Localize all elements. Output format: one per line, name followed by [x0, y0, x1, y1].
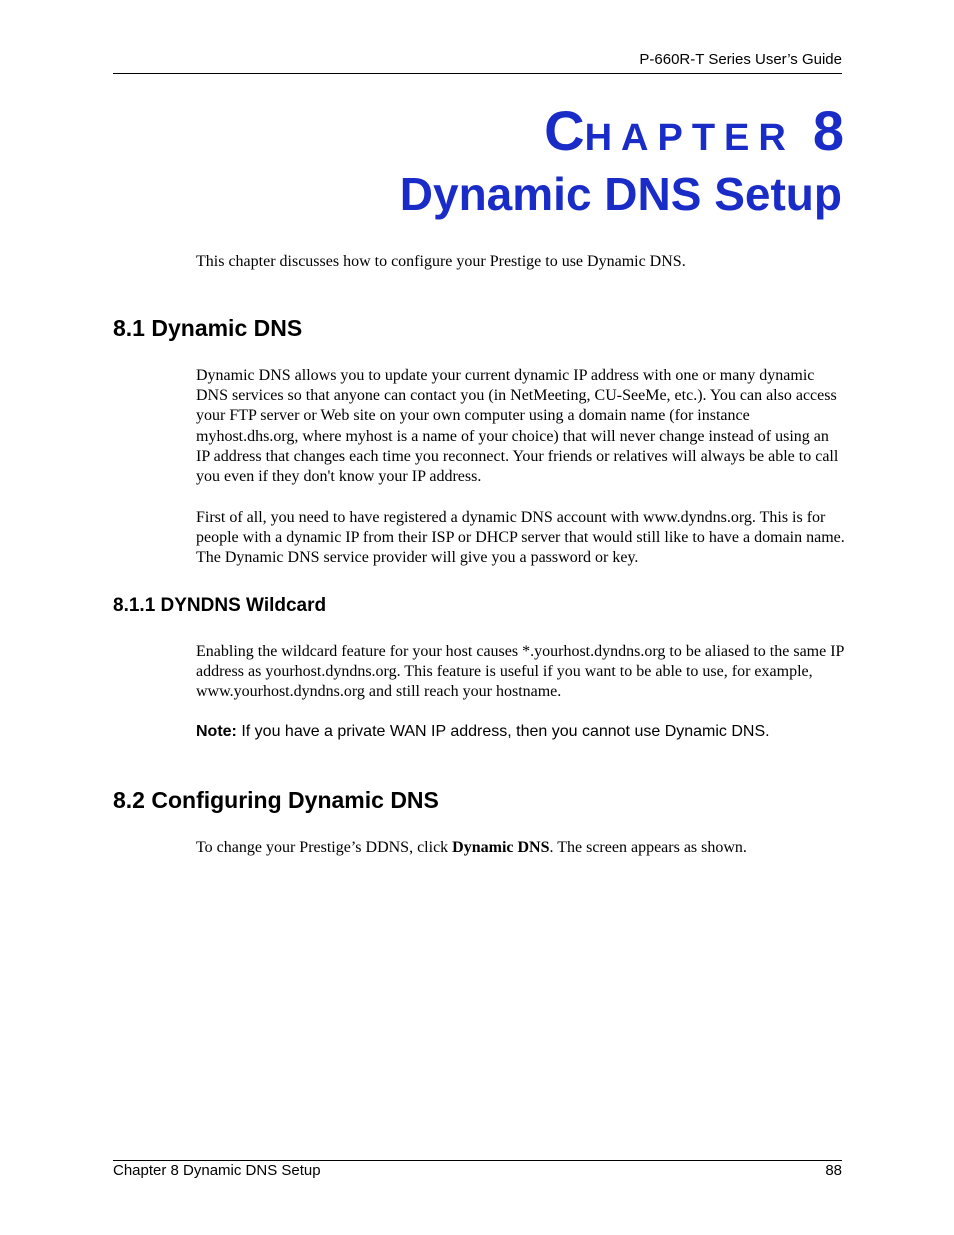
- section-heading-8-1-1: 8.1.1 DYNDNS Wildcard: [113, 595, 327, 616]
- note-block: [196, 722, 846, 742]
- header-divider: [113, 73, 842, 74]
- note-label: Note:: [196, 723, 237, 740]
- chapter-number: 8: [812, 99, 844, 162]
- section-8-1-paragraph-2: First of all, you need to have registered a dynamic DNS account with www.dyndns.org. This is for people with a dynamic IP from their ISP or DHCP server that would still like to have a domain name. The Dynamic DNS service provider will give you a password or key.: [196, 509, 845, 567]
- note-text: If you have a private WAN IP address, then you cannot use Dynamic DNS.: [236, 723, 770, 740]
- chapter-first-letter: C: [544, 99, 585, 162]
- section-heading-8-2: 8.2 Configuring Dynamic DNS: [113, 787, 439, 813]
- footer-chapter-label: Chapter 8 Dynamic DNS Setup: [113, 1162, 321, 1179]
- chapter-title: Dynamic DNS Setup: [399, 168, 842, 220]
- footer-divider: [113, 1160, 842, 1161]
- section-8-1-1-paragraph: Enabling the wildcard feature for your host causes *.yourhost.dyndns.org to be aliased to the same IP address as yourhost.dyndns.org. This feature is useful if you want to be able to use, for example, www.yourhost.dyndns.org and still reach your hostname.: [196, 643, 844, 701]
- intro-paragraph: This chapter discusses how to configure your Prestige to use Dynamic DNS.: [196, 253, 686, 270]
- footer-page-number: 88: [825, 1162, 842, 1179]
- chapter-rest-letters: HAPTER: [584, 117, 795, 159]
- header-guide-title: P-660R-T Series User’s Guide: [639, 51, 842, 68]
- section-8-2-text-after: . The screen appears as shown.: [549, 839, 747, 856]
- section-heading-8-1: 8.1 Dynamic DNS: [113, 315, 303, 341]
- section-8-1-paragraph-1: Dynamic DNS allows you to update your current dynamic IP address with one or many dynamic DNS services so that anyone can contact you (in NetMeeting, CU-SeeMe, etc.). You can also access your FTP server or Web site on your own computer using a domain name (for instance myhost.dhs.org, where myhost is a name of your choice) that will never change instead of using an IP address that changes each time you reconnect. Your friends or relatives will always be able to call you even if they don't know your IP address.: [196, 367, 839, 486]
- section-8-2-text-before: To change your Prestige’s DDNS, click: [196, 839, 453, 856]
- section-8-2-paragraph: [196, 838, 846, 858]
- dynamic-dns-menu-ref: Dynamic DNS: [452, 839, 550, 856]
